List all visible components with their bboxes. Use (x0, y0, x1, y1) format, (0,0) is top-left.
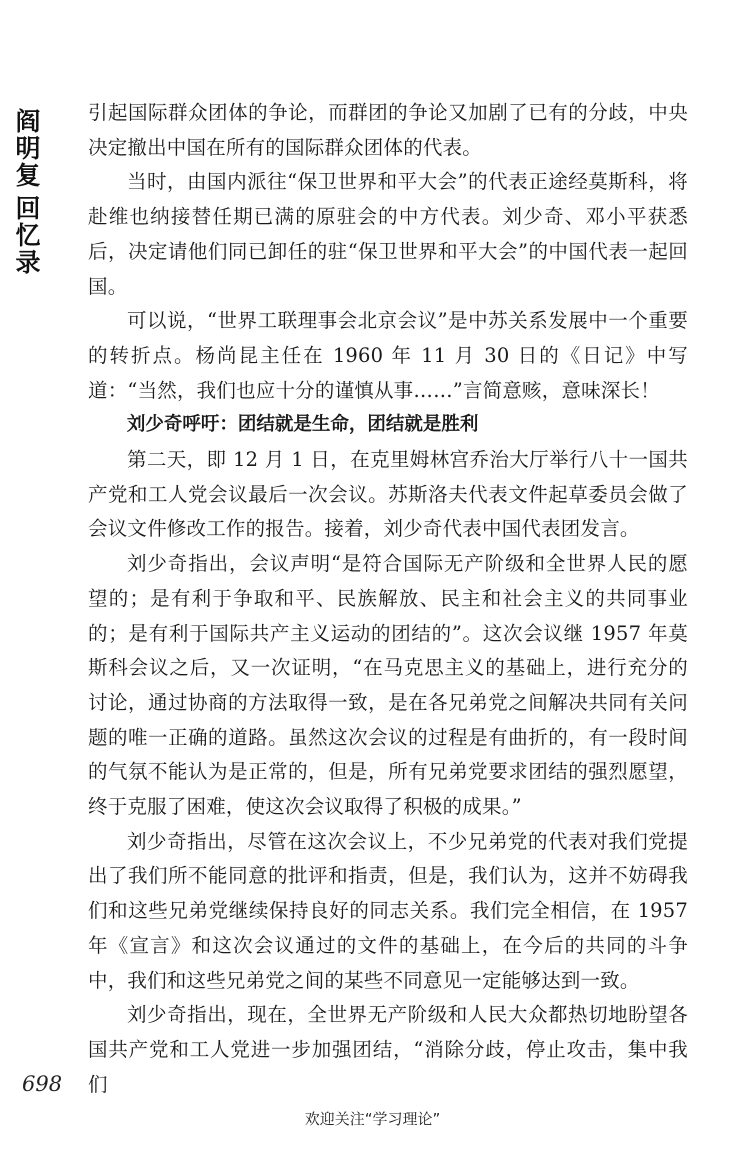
book-title-char: 回 (15, 194, 41, 223)
paragraph: 可以说，“世界工联理事会北京会议”是中苏关系发展中一个重要的转折点。杨尚昆主任在 1960 年 11 月 30 日的《日记》中写道：“当然，我们也应十分的谨慎从事……”言简意赅，意味深长！ (88, 309, 688, 402)
paragraph: 刘少奇指出，会议声明“是符合国际无产阶级和全世界人民的愿望的；是有利于争取和平、民族解放、民主和社会主义的共同事业的；是有利于国际共产主义运动的团结的”。这次会议继 1957 年莫斯科会议之后，又一次证明，“在马克思主义的基础上，进行充分的讨论，通过协商的方法取得一致，是在各兄弟党之间解决共同有关问题的唯一正确的道路。虽然这次会议的过程是有曲折的，有一段时间的气氛不能认为是正常的，但是，所有兄弟党要求团结的强烈愿望，终于克服了困难，使这次会议取得了积极的成果。” (88, 552, 688, 819)
paragraph: 刘少奇指出，尽管在这次会议上，不少兄弟党的代表对我们党提出了我们所不能同意的批评和指责，但是，我们认为，这并不妨碍我们和这些兄弟党继续保持良好的同志关系。我们完全相信，在 1957 年《宣言》和这次会议通过的文件的基础上，在今后的共同的斗争中，我们和这些兄弟党之间的某些不同意见一定能够达到一致。 (88, 829, 688, 992)
paragraph: 刘少奇指出，现在，全世界无产阶级和人民大众都热切地盼望各国共产党和工人党进一步加强团结，“消除分歧，停止攻击，集中我们 (88, 1003, 688, 1096)
paragraph: 第二天，即 12 月 1 日，在克里姆林宫乔治大厅举行八十一国共产党和工人党会议最后一次会议。苏斯洛夫代表文件起草委员会做了会议文件修改工作的报告。接着，刘少奇代表中国代表团发言。 (88, 448, 688, 541)
book-title-char: 忆 (15, 221, 41, 250)
book-title-char: 阎 (15, 107, 41, 136)
page-body (88, 96, 688, 1102)
book-title-char: 录 (15, 248, 41, 277)
page-number: 698 (22, 1072, 63, 1096)
paragraph-continuation: 引起国际群众团体的争论，而群团的争论又加剧了已有的分歧，中央决定撤出中国在所有的国际群众团体的代表。 (88, 101, 688, 159)
paragraph: 当时，由国内派往“保卫世界和平大会”的代表正途经莫斯科，将赴维也纳接替任期已满的原驻会的中方代表。刘少奇、邓小平获悉后，决定请他们同已卸任的驻“保卫世界和平大会”的中国代表一起回国。 (88, 170, 688, 298)
book-title-char: 明 (15, 134, 41, 163)
book-title-vertical (8, 108, 48, 276)
book-title-char: 复 (15, 161, 41, 190)
footer-note: 欢迎关注“学习理论” (304, 1110, 441, 1128)
section-heading: 刘少奇呼吁：团结就是生命，团结就是胜利 (126, 414, 479, 436)
